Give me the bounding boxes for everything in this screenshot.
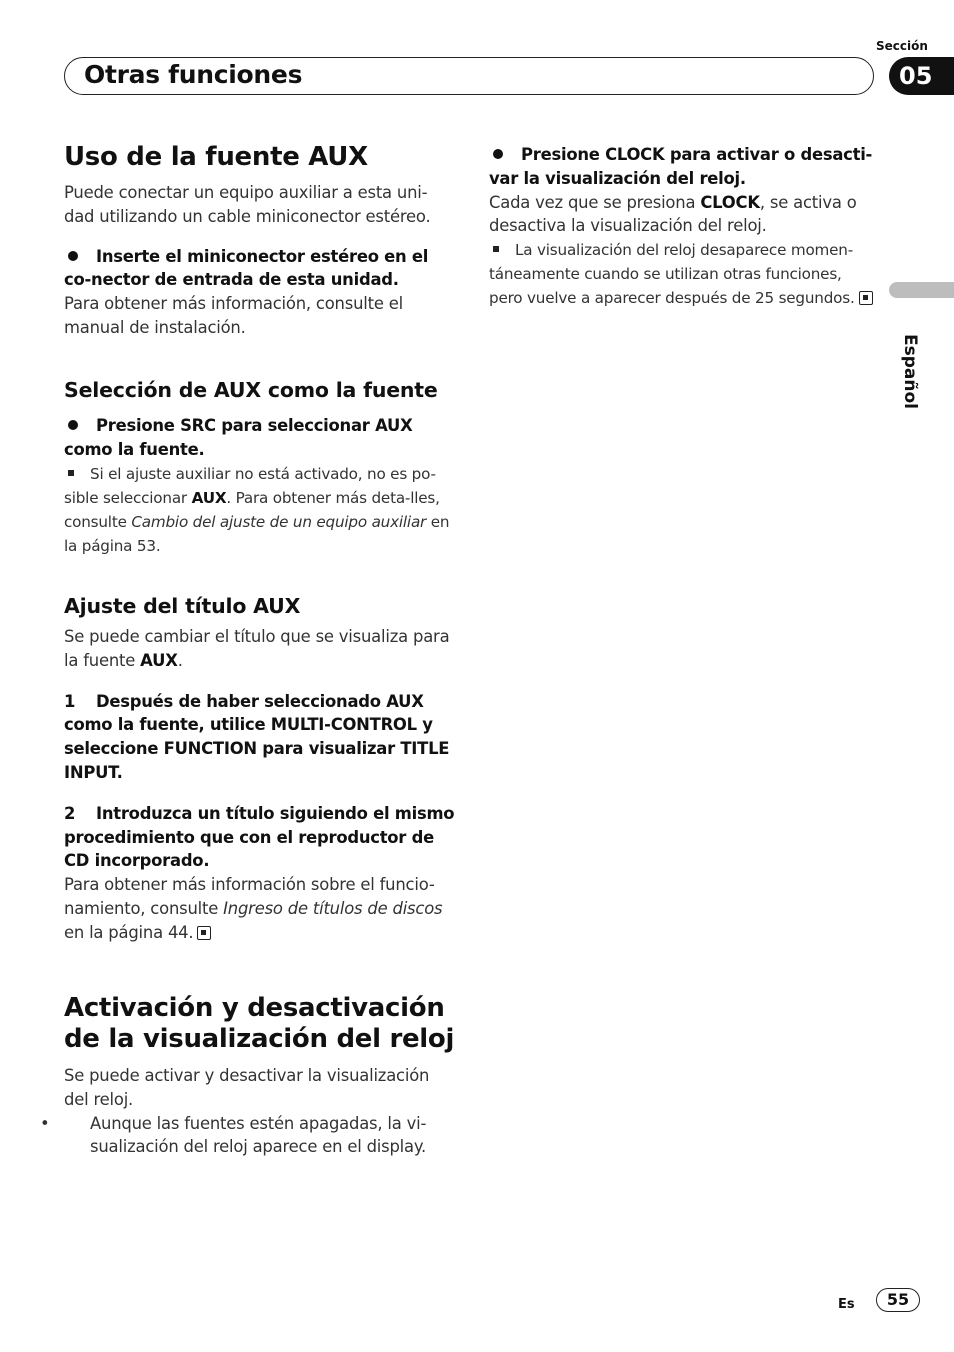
end-of-section-icon (859, 291, 873, 305)
clock-note: La visualización del reloj desaparece momen-táneamente cuando se utilizan otras funciones, pero vuelve a aparecer después de 25 segundos. (489, 238, 874, 310)
end-of-section-icon (197, 926, 211, 940)
bullet-dot-icon (68, 251, 78, 261)
ajuste-detail: Para obtener más información sobre el funcio-namiento, consulte Ingreso de títulos de discos en la página 44. (64, 875, 443, 942)
seleccion-step: Presione SRC para seleccionar AUX como la fuente. (64, 416, 413, 459)
clock-detail: Cada vez que se presiona CLOCK, se activa o desactiva la visualización del reloj. (489, 192, 857, 236)
heading-activacion-reloj: Activación y desactivación de la visualización del reloj (64, 993, 455, 1054)
section-ajuste-titulo (64, 594, 456, 945)
section-label: Sección (876, 39, 928, 53)
seleccion-note: Si el ajuste auxiliar no está activado, no es po-sible seleccionar AUX. Para obtener más deta-lles, consulte Cambio del ajuste de un equipo auxiliar en la página 53. (64, 464, 450, 555)
section-seleccion-aux (64, 378, 456, 558)
footer-language-code: Es (838, 1297, 855, 1312)
ajuste-step-1: 1 Después de haber seleccionado AUX como la fuente, utilice MULTI-CONTROL y seleccione FUNCTION para visualizar TITLE INPUT. (64, 691, 450, 782)
section-activacion-reloj (40, 993, 456, 1159)
chapter-title: Otras funciones (84, 60, 303, 89)
ajuste-step-2: 2 Introduzca un título siguiendo el mismo procedimiento que con el reproductor de CD incorporado. (64, 803, 455, 871)
section-uso-aux (64, 142, 456, 340)
uso-step: Inserte el miniconector estéreo en el co-nector de entrada de esta unidad. (64, 246, 429, 290)
page-number: 55 (876, 1288, 920, 1312)
activacion-bullet: • Aunque las fuentes estén apagadas, la vi-sualización del reloj aparece en el display. (40, 1113, 427, 1157)
bullet-dot-icon (68, 420, 78, 430)
heading-uso-aux: Uso de la fuente AUX (64, 142, 368, 172)
heading-ajuste-titulo: Ajuste del título AUX (64, 594, 301, 618)
note-square-icon (68, 470, 74, 476)
ajuste-intro: Se puede cambiar el título que se visualiza para la fuente AUX. (64, 627, 450, 670)
clock-step: Presione CLOCK para activar o desacti-var la visualización del reloj. (489, 145, 873, 188)
uso-detail: Para obtener más información, consulte el manual de instalación. (64, 294, 403, 337)
bullet-dot-icon (493, 149, 503, 159)
section-number-badge: 05 (889, 57, 954, 95)
uso-intro: Puede conectar un equipo auxiliar a esta uni-dad utilizando un cable miniconector estéreo. (64, 183, 431, 226)
heading-seleccion-aux: Selección de AUX como la fuente (64, 378, 438, 402)
section-clock (489, 143, 874, 310)
bullet-round-icon: • (40, 1113, 50, 1133)
activacion-intro: Se puede activar y desactivar la visualización del reloj. (64, 1066, 430, 1109)
note-square-icon (493, 246, 499, 252)
language-tab-marker (889, 282, 954, 298)
language-tab-label: Español (900, 334, 920, 409)
